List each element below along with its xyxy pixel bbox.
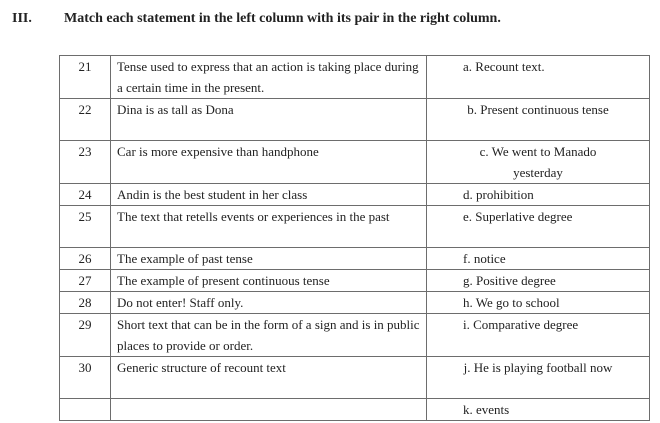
section-heading bbox=[10, 8, 650, 30]
answer-cell bbox=[427, 184, 650, 206]
answer-cell bbox=[427, 270, 650, 292]
answer-text: k. events bbox=[463, 402, 510, 417]
row-number: 27 bbox=[60, 270, 111, 292]
answer-cell bbox=[427, 292, 650, 314]
statement-cell bbox=[111, 399, 427, 421]
table-row bbox=[60, 314, 650, 357]
table-row bbox=[60, 270, 650, 292]
row-number: 28 bbox=[60, 292, 111, 314]
row-number: 24 bbox=[60, 184, 111, 206]
matching-table bbox=[59, 55, 650, 421]
answer-text: h. We go to school bbox=[463, 295, 560, 310]
table-row bbox=[60, 357, 650, 399]
answer-text: c. We went to Manado yesterday bbox=[479, 144, 597, 180]
table-row bbox=[60, 99, 650, 141]
answer-cell bbox=[427, 314, 650, 357]
statement-cell: Dina is as tall as Dona bbox=[111, 99, 427, 141]
table-row bbox=[60, 141, 650, 184]
answer-cell bbox=[427, 141, 650, 184]
statement-cell: Tense used to express that an action is taking place during a certain time in the present. bbox=[111, 56, 427, 99]
section-instruction: Match each statement in the left column with its pair in the right column. bbox=[64, 11, 501, 26]
row-number: 21 bbox=[60, 56, 111, 99]
answer-text: d. prohibition bbox=[463, 187, 534, 202]
answer-text: g. Positive degree bbox=[463, 273, 556, 288]
statement-cell: Generic structure of recount text bbox=[111, 357, 427, 399]
answer-text: j. He is playing football now bbox=[463, 360, 613, 375]
statement-cell: Andin is the best student in her class bbox=[111, 184, 427, 206]
row-number: 23 bbox=[60, 141, 111, 184]
row-number: 25 bbox=[60, 206, 111, 248]
answer-cell bbox=[427, 99, 650, 141]
answer-text: f. notice bbox=[463, 251, 506, 266]
statement-cell: The example of present continuous tense bbox=[111, 270, 427, 292]
section-number: III. bbox=[12, 11, 32, 26]
table-row bbox=[60, 248, 650, 270]
answer-text: i. Comparative degree bbox=[463, 317, 579, 332]
table-row bbox=[60, 184, 650, 206]
answer-cell bbox=[427, 248, 650, 270]
table-row bbox=[60, 56, 650, 99]
statement-cell: Do not enter! Staff only. bbox=[111, 292, 427, 314]
statement-cell: Short text that can be in the form of a sign and is in public places to provide or order. bbox=[111, 314, 427, 357]
row-number: 22 bbox=[60, 99, 111, 141]
answer-cell bbox=[427, 357, 650, 399]
row-number: 30 bbox=[60, 357, 111, 399]
answer-text: b. Present continuous tense bbox=[467, 102, 609, 117]
row-number: 26 bbox=[60, 248, 111, 270]
answer-text: a. Recount text. bbox=[463, 59, 545, 74]
answer-cell bbox=[427, 206, 650, 248]
row-number bbox=[60, 399, 111, 421]
statement-cell: The text that retells events or experiences in the past bbox=[111, 206, 427, 248]
table-row bbox=[60, 292, 650, 314]
row-number: 29 bbox=[60, 314, 111, 357]
answer-cell bbox=[427, 399, 650, 421]
answer-cell bbox=[427, 56, 650, 99]
answer-text: e. Superlative degree bbox=[463, 209, 573, 224]
statement-cell: Car is more expensive than handphone bbox=[111, 141, 427, 184]
table-row bbox=[60, 399, 650, 421]
table-row bbox=[60, 206, 650, 248]
statement-cell: The example of past tense bbox=[111, 248, 427, 270]
